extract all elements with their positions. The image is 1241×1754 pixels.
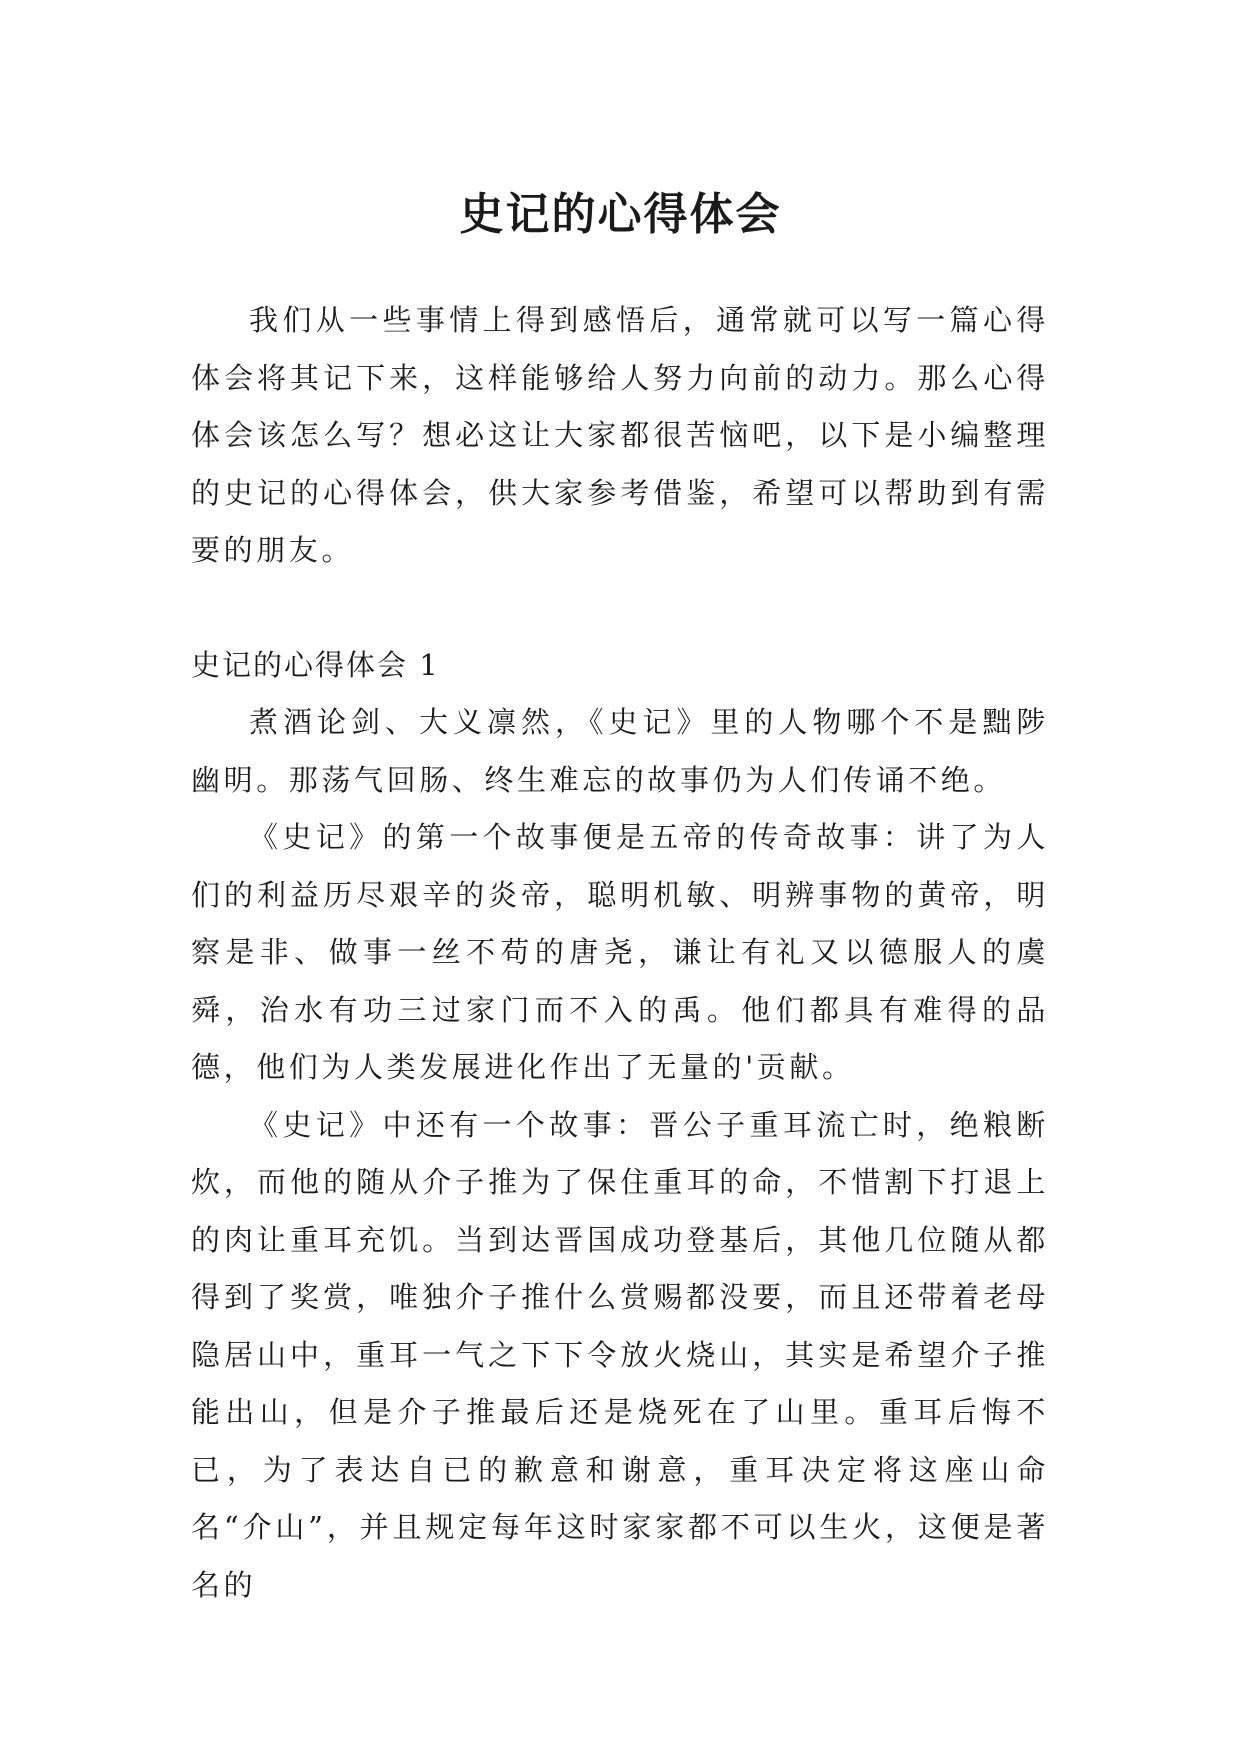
intro-paragraph: 我们从一些事情上得到感悟后，通常就可以写一篇心得体会将其记下来，这样能够给人努力向前的动力。那么心得体会该怎么写？想必这让大家都很苦恼吧，以下是小编整理的史记的心得体会，供大家参考借鉴，希望可以帮助到有需要的朋友。 (191, 303, 1049, 567)
document-title: 史记的心得体会 (459, 189, 782, 241)
document-body (191, 292, 1049, 1614)
body-paragraph-1: 煮酒论剑、大义凛然，《史记》里的人物哪个不是黜陟幽明。那荡气回肠、终生难忘的故事仍为人们传诵不绝。 (191, 705, 1049, 797)
body-paragraph-2: 《史记》的第一个故事便是五帝的传奇故事：讲了为人们的利益历尽艰辛的炎帝，聪明机敏、明辨事物的黄帝，明察是非、做事一丝不苟的唐尧，谦让有礼又以德服人的虞舜，治水有功三过家门而不入的禹。他们都具有难得的品德，他们为人类发展进化作出了无量的'贡献。 (191, 820, 1049, 1084)
body-paragraph-3: 《史记》中还有一个故事：晋公子重耳流亡时，绝粮断炊，而他的随从介子推为了保住重耳的命，不惜割下打退上的肉让重耳充饥。当到达晋国成功登基后，其他几位随从都得到了奖赏，唯独介子推什么赏赐都没要，而且还带着老母隐居山中，重耳一气之下下令放火烧山，其实是希望介子推能出山，但是介子推最后还是烧死在了山里。重耳后悔不已，为了表达自已的歉意和谢意，重耳决定将这座山命名“介山”，并且规定每年这时家家都不可以生火，这便是著名的 (191, 1107, 1049, 1602)
section-heading: 史记的心得体会 1 (191, 647, 440, 682)
